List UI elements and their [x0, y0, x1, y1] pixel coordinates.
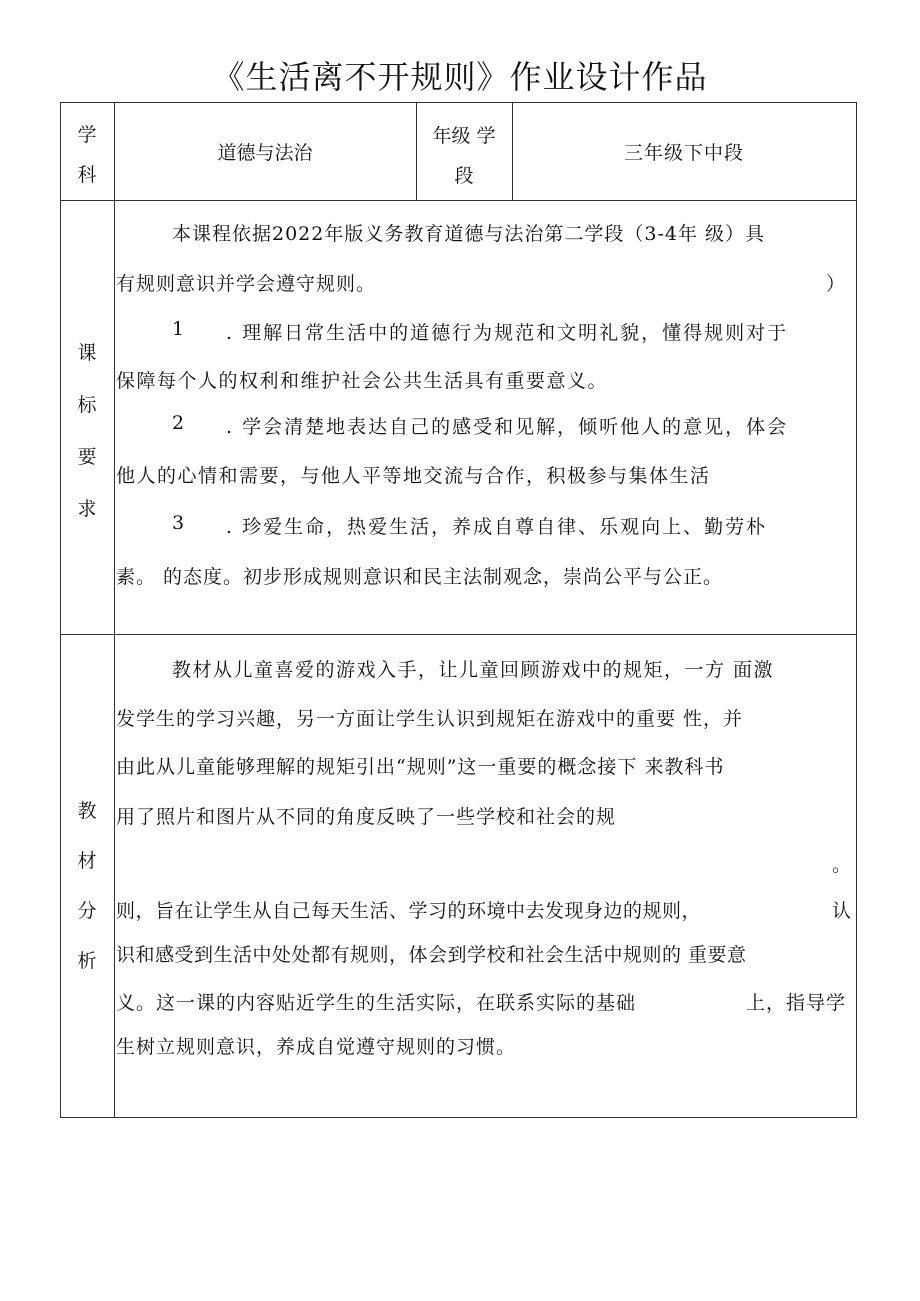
standards-line: . 学会清楚地表达自己的感受和见解，倾听他人的意见，体会	[226, 416, 789, 438]
analysis-line: 由此从儿童能够理解的规矩引出“规则”这一重要的概念接下 来教科书	[116, 756, 725, 778]
table-border-right	[856, 102, 857, 1118]
standards-label: 课 标 要 求	[77, 342, 97, 520]
page-title: 《生活离不开规则》作业设计作品	[212, 58, 708, 96]
grade-value: 三年级下中段	[623, 142, 744, 164]
analysis-line: 用了照片和图片从不同的角度反映了一些学校和社会的规	[116, 806, 617, 828]
analysis-line: 教材从儿童喜爱的游戏入手，让儿童回顾游戏中的规矩，一方 面激	[172, 659, 775, 681]
table-border-top	[60, 102, 857, 103]
standards-line: ）	[826, 273, 846, 295]
analysis-label: 教 材 分 析	[77, 800, 97, 972]
analysis-line: 发学生的学习兴趣，另一方面让学生认识到规矩在游戏中的重要 性，并	[116, 708, 744, 730]
grade-label: 年级 学 段	[432, 125, 496, 187]
analysis-line: 认	[832, 900, 852, 922]
label-column-divider	[114, 102, 115, 1118]
analysis-line: 则，旨在让学生从自己每天生活、学习的环境中去发现身边的规则，	[116, 900, 702, 922]
standards-line: 素。 的态度。初步形成规则意识和民主法制观念，崇尚公平与公正。	[116, 566, 724, 588]
standards-line: 3	[172, 512, 185, 534]
standards-line: 有规则意识并学会遵守规则。	[116, 273, 377, 295]
analysis-line: 生树立规则意识，养成自觉遵守规则的习惯。	[116, 1036, 517, 1058]
analysis-line: 识和感受到生活中处处都有规则，体会到学校和社会生活中规则的 重要意	[116, 944, 747, 966]
standards-line: 本课程依据2022年版义务教育道德与法治第二学段（3-4年 级）具	[172, 223, 765, 245]
standards-line: . 珍爱生命，热爱生活，养成自尊自律、乐观向上、勤劳朴	[226, 516, 768, 538]
analysis-line: 义。这一课的内容贴近学生的生活实际，在联系实际的基础	[116, 992, 637, 1014]
standards-line: . 理解日常生活中的道德行为规范和文明礼貌，懂得规则对于	[226, 322, 789, 344]
row-divider-1	[60, 200, 857, 201]
subject-label: 学 科	[77, 124, 97, 186]
table-border-bottom	[60, 1117, 857, 1118]
standards-line: 2	[172, 412, 185, 434]
design-table	[60, 102, 857, 1118]
analysis-line: 。	[832, 854, 852, 876]
standards-line: 他人的心情和需要，与他人平等地交流与合作，积极参与集体生活	[116, 465, 711, 487]
standards-line: 1	[172, 318, 185, 340]
subject-value: 道德与法治	[217, 142, 313, 164]
row-divider-2	[60, 634, 857, 635]
standards-line: 保障每个人的权利和维护社会公共生活具有重要意义。	[116, 370, 609, 392]
analysis-line: 上，指导学	[746, 992, 847, 1014]
